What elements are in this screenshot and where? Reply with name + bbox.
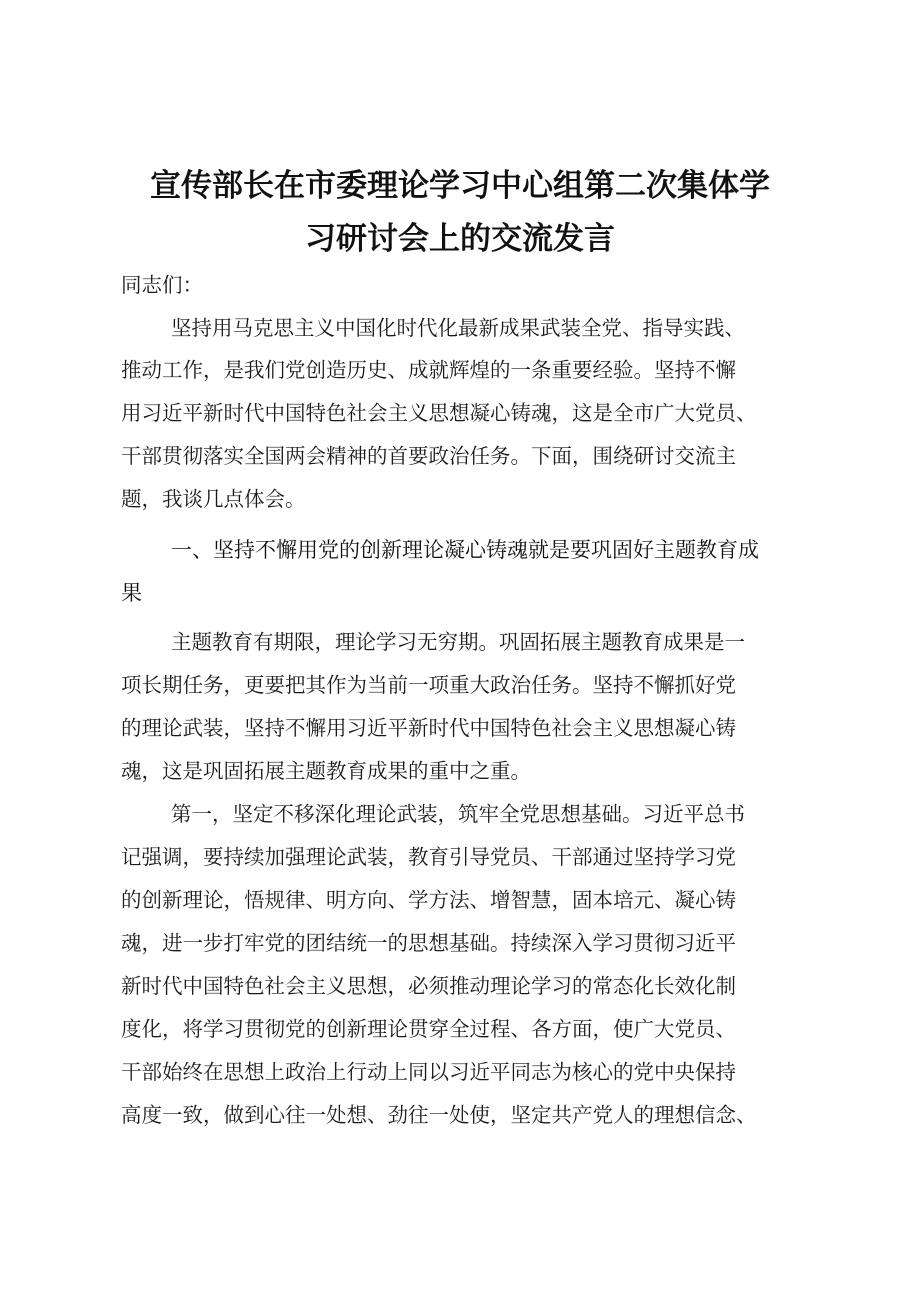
- intro-line: 用习近平新时代中国特色社会主义思想凝心铸魂，这是全市广大党员、: [121, 401, 757, 425]
- salutation: 同志们：: [121, 273, 203, 297]
- paragraph-line: 高度一致，做到心往一处想、劲往一处使，坚定共产党人的理想信念、: [121, 1103, 757, 1127]
- paragraph-line: 项长期任务，更要把其作为当前一项重大政治任务。坚持不懈抓好党: [121, 673, 736, 697]
- paragraph-line: 的理论武装，坚持不懈用习近平新时代中国特色社会主义思想凝心铸: [121, 716, 736, 740]
- intro-line: 坚持用马克思主义中国化时代化最新成果武装全党、指导实践、: [171, 316, 745, 340]
- paragraph-line: 干部始终在思想上政治上行动上同以习近平同志为核心的党中央保持: [121, 1060, 736, 1084]
- paragraph-line: 记强调，要持续加强理论武装，教育引导党员、干部通过坚持学习党: [121, 845, 736, 869]
- paragraph-line: 主题教育有期限，理论学习无穷期。巩固拓展主题教育成果是一: [171, 630, 745, 654]
- document-title-line-1: 宣传部长在市委理论学习中心组第二次集体学: [150, 168, 770, 204]
- paragraph-line: 魂，进一步打牢党的团结统一的思想基础。持续深入学习贯彻习近平: [121, 931, 736, 955]
- intro-line: 题，我谈几点体会。: [121, 487, 306, 511]
- paragraph-line: 第一，坚定不移深化理论武装，筑牢全党思想基础。习近平总书: [171, 802, 745, 826]
- paragraph-line: 新时代中国特色社会主义思想，必须推动理论学习的常态化长效化制: [121, 974, 736, 998]
- paragraph-line: 魂，这是巩固拓展主题教育成果的重中之重。: [121, 759, 531, 783]
- paragraph-line: 的创新理论，悟规律、明方向、学方法、增智慧，固本培元、凝心铸: [121, 888, 736, 912]
- intro-line: 干部贯彻落实全国两会精神的首要政治任务。下面，围绕研讨交流主: [121, 444, 736, 468]
- section-heading-line-2: 果: [121, 581, 142, 605]
- paragraph-line: 度化，将学习贯彻党的创新理论贯穿全过程、各方面，使广大党员、: [121, 1017, 736, 1041]
- document-title-line-2: 习研讨会上的交流发言: [305, 221, 615, 257]
- intro-line: 推动工作，是我们党创造历史、成就辉煌的一条重要经验。坚持不懈: [121, 358, 736, 382]
- section-heading-line-1: 一、坚持不懈用党的创新理论凝心铸魂就是要巩固好主题教育成: [171, 538, 759, 562]
